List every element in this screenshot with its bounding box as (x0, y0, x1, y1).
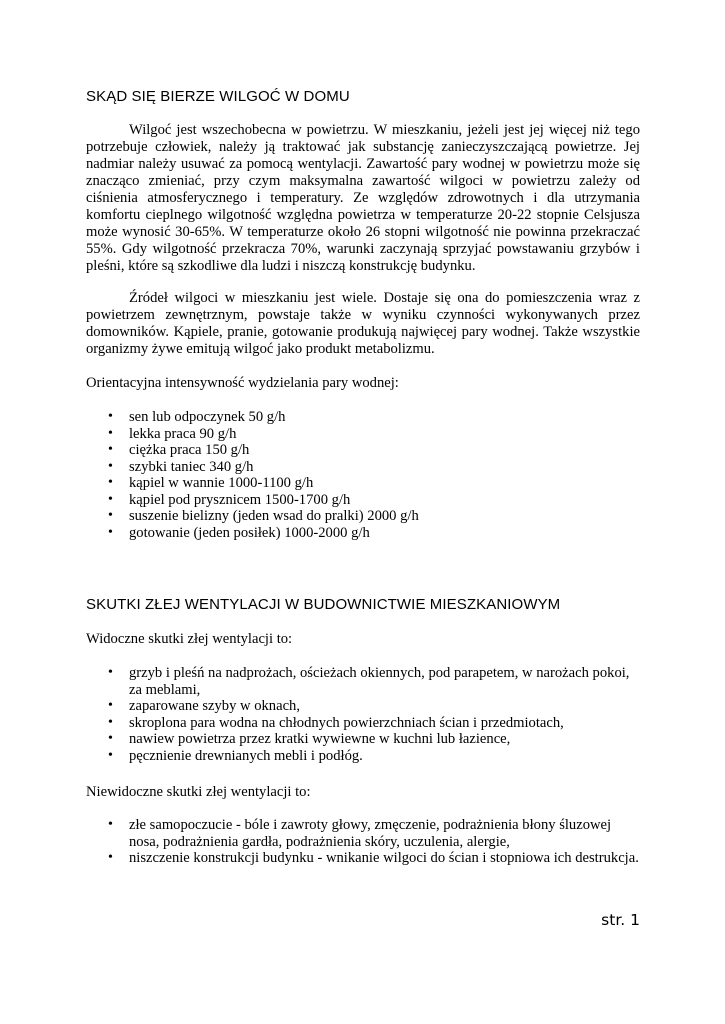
bullet-icon: • (108, 475, 113, 490)
bullet-icon: • (108, 731, 113, 746)
bullet-icon: • (108, 442, 113, 457)
bullet-icon: • (108, 491, 113, 507)
paragraph-moisture-sources: Źródeł wilgoci w mieszkaniu jest wiele. Dostaje się ona do pomieszczenia wraz z powietrzem zewnętrznym, powstaje także w wyniku czynności wykonywanych przez domowników. Kąpiele, pranie, gotowanie produkują najwięcej pary wodnej. Także wszystkie organizmy żywe emitują wilgoć jako produkt metabolizmu. (86, 290, 640, 357)
list-item: • złe samopoczucie - bóle i zawroty głowy, zmęczenie, podrażnienia błony śluzowej nosa, podrażnienia gardła, podrażnienia skóry, uczulenia, alergie, (108, 817, 612, 850)
list-item: • niszczenie konstrukcji budynku - wnikanie wilgoci do ścian i stopniowa ich destrukcja. (108, 850, 639, 866)
bullet-icon: • (108, 508, 113, 523)
bullet-icon: • (108, 524, 113, 540)
list-item: • suszenie bielizny (jeden wsad do pralki) 2000 g/h (108, 508, 419, 524)
list-item: • kąpiel w wannie 1000-1100 g/h (108, 475, 314, 491)
visible-effects-intro: Widoczne skutki złej wentylacji to: (86, 631, 293, 647)
bullet-icon: • (108, 698, 113, 713)
paragraph-moisture-intro: Wilgoć jest wszechobecna w powietrzu. W mieszkaniu, jeżeli jest jej więcej niż tego potrzebuje człowiek, należy ją traktować jak substancję zanieczyszczającą powietrze. Jej nadmiar należy usuwać za pomocą wentylacji. Zawartość pary wodnej w powietrzu może się znacząco zmieniać, przy czym maksymalna zawartość wilgoci w powietrzu zależy od ciśnienia atmosferycznego i temperatury. Ze względów zdrowotnych i dla utrzymania komfortu cieplnego wilgotność względna powietrza w temperaturze 20-22 stopnie Celsjusza może wynosić 30-65%. W temperaturze około 26 stopni wilgotność nie powinna przekraczać 55%. Gdy wilgotność przekracza 70%, warunki zaczynają sprzyjać powstawaniu grzybów i pleśni, które są szkodliwe dla ludzi i niszczą konstrukcję budynku. (86, 122, 640, 274)
page-number: str. 1 (601, 911, 640, 929)
list-item: • gotowanie (jeden posiłek) 1000-2000 g/h (108, 524, 370, 541)
bullet-icon: • (108, 850, 113, 865)
list-item: • kąpiel pod prysznicem 1500-1700 g/h (108, 491, 351, 508)
bullet-icon: • (108, 665, 113, 680)
list-item: • lekka praca 90 g/h (108, 425, 237, 442)
list-item: • szybki taniec 340 g/h (108, 458, 254, 475)
list-item: • sen lub odpoczynek 50 g/h (108, 409, 286, 425)
bullet-icon: • (108, 817, 113, 832)
section-heading-bad-ventilation: SKUTKI ZŁEJ WENTYLACJI W BUDOWNICTWIE MIESZKANIOWYM (86, 596, 561, 613)
list-item: • skroplona para wodna na chłodnych powierzchniach ścian i przedmiotach, (108, 714, 564, 731)
invisible-effects-intro: Niewidoczne skutki złej wentylacji to: (86, 784, 311, 800)
section-heading-moisture-source: SKĄD SIĘ BIERZE WILGOĆ W DOMU (86, 88, 350, 105)
bullet-icon: • (108, 714, 113, 730)
list-item: • nawiew powietrza przez kratki wywiewne w kuchni lub łazience, (108, 731, 511, 747)
list-item: • grzyb i pleśń na nadprożach, ościeżach okiennych, pod parapetem, w narożach pokoi, za meblami, (108, 665, 630, 698)
bullet-icon: • (108, 409, 113, 424)
bullet-icon: • (108, 458, 113, 474)
document-page (86, 0, 640, 1024)
list-intro-vapor-intensity: Orientacyjna intensywność wydzielania pary wodnej: (86, 375, 399, 391)
bullet-icon: • (108, 425, 113, 441)
bullet-icon: • (108, 747, 113, 763)
vapor-intensity-list (86, 409, 640, 541)
list-item: • pęcznienie drewnianych mebli i podłóg. (108, 747, 363, 764)
list-item: • zaparowane szyby w oknach, (108, 698, 300, 714)
list-item: • ciężka praca 150 g/h (108, 442, 250, 458)
visible-effects-list (86, 665, 640, 764)
invisible-effects-list (86, 817, 640, 867)
